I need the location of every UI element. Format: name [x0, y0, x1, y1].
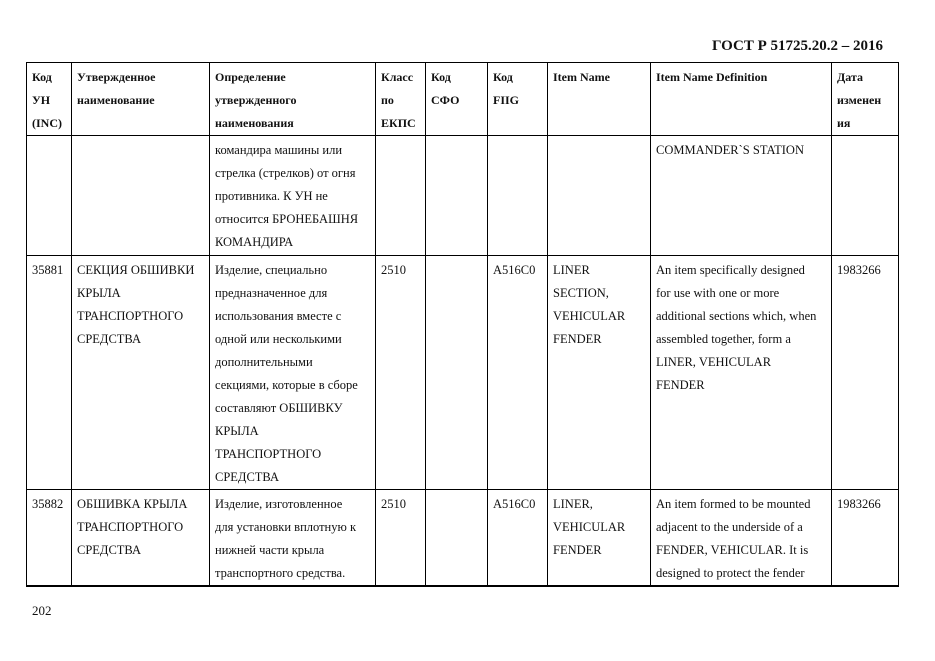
column-header-line: Код	[493, 70, 513, 84]
column-header-line: Утвержденное	[77, 70, 156, 84]
cell-change-date	[832, 136, 899, 256]
cell-line: командира машины или	[215, 143, 343, 157]
table-row	[27, 136, 899, 256]
cell-ekps-class	[376, 490, 426, 587]
cell-line: SECTION,	[553, 286, 609, 300]
column-header-approved-name	[72, 63, 210, 136]
column-header-sfo-code	[426, 63, 488, 136]
cell-line: Изделие, изготовленное	[215, 497, 343, 511]
cell-sfo-code	[426, 256, 488, 490]
cell-line: An item formed to be mounted	[656, 497, 811, 511]
cell-line: adjacent to the underside of a	[656, 520, 803, 534]
cell-ekps-class	[376, 136, 426, 256]
cell-line: СРЕДСТВА	[77, 332, 142, 346]
column-header-line: ия	[837, 116, 851, 130]
column-header-item-name-definition	[651, 63, 832, 136]
page-number: 202	[32, 603, 52, 618]
column-header-inc-code	[27, 63, 72, 136]
cell-line: КРЫЛА	[77, 286, 121, 300]
column-header-line: Item Name	[553, 70, 610, 84]
column-header-ekps-class	[376, 63, 426, 136]
cell-line: СРЕДСТВА	[77, 543, 142, 557]
cell-line: 35882	[32, 497, 64, 511]
cell-definition	[210, 136, 376, 256]
column-header-line: (INC)	[32, 116, 62, 130]
column-header-line: FIIG	[493, 93, 520, 107]
cell-line: противника. К УН не	[215, 189, 328, 203]
cell-change-date	[832, 256, 899, 490]
cell-approved-name	[72, 256, 210, 490]
cell-ekps-class	[376, 256, 426, 490]
cell-line: дополнительными	[215, 355, 313, 369]
cell-line: A516C0	[493, 263, 536, 277]
cell-line: Изделие, специально	[215, 263, 328, 277]
cell-line: предназначенное для	[215, 286, 328, 300]
cell-line: СЕКЦИЯ ОБШИВКИ	[77, 263, 195, 277]
table-body	[27, 136, 899, 587]
cell-item-name	[548, 490, 651, 587]
cell-inc-code	[27, 256, 72, 490]
cell-definition	[210, 490, 376, 587]
cell-sfo-code	[426, 136, 488, 256]
cell-inc-code	[27, 490, 72, 587]
cell-line: 35881	[32, 263, 64, 277]
cell-fiig-code	[488, 256, 548, 490]
cell-line: транспортного средства.	[215, 566, 346, 580]
column-header-definition	[210, 63, 376, 136]
document-header: ГОСТ Р 51725.20.2 – 2016	[712, 38, 884, 54]
cell-line: 2510	[381, 497, 406, 511]
column-header-line: Дата	[837, 70, 863, 84]
column-header-line: СФО	[431, 93, 460, 107]
cell-line: LINER, VEHICULAR	[656, 355, 772, 369]
cell-line: VEHICULAR	[553, 309, 626, 323]
cell-line: additional sections which, when	[656, 309, 817, 323]
cell-line: стрелка (стрелков) от огня	[215, 166, 356, 180]
cell-line: FENDER	[656, 378, 705, 392]
cell-line: 1983266	[837, 497, 881, 511]
cell-approved-name	[72, 136, 210, 256]
cell-line: ТРАНСПОРТНОГО	[215, 447, 322, 461]
cell-line: СРЕДСТВА	[215, 470, 280, 484]
column-header-line: УН	[32, 93, 51, 107]
cell-line: VEHICULAR	[553, 520, 626, 534]
column-header-line: Код	[32, 70, 52, 84]
cell-line: for use with one or more	[656, 286, 780, 300]
cell-line: LINER,	[553, 497, 593, 511]
cell-definition	[210, 256, 376, 490]
cell-item-name-definition	[651, 256, 832, 490]
cell-line: An item specifically designed	[656, 263, 805, 277]
cell-approved-name	[72, 490, 210, 587]
cell-line: относится БРОНЕБАШНЯ	[215, 212, 359, 226]
cell-item-name	[548, 256, 651, 490]
cell-change-date	[832, 490, 899, 587]
column-header-line: ЕКПС	[381, 116, 416, 130]
column-header-line: Код	[431, 70, 451, 84]
cell-line: ТРАНСПОРТНОГО	[77, 520, 184, 534]
cell-line: FENDER, VEHICULAR. It is	[656, 543, 809, 557]
column-header-change-date	[832, 63, 899, 136]
cell-line: для установки вплотную к	[215, 520, 357, 534]
cell-inc-code	[27, 136, 72, 256]
cell-line: A516C0	[493, 497, 536, 511]
cell-line: FENDER	[553, 543, 602, 557]
cell-item-name-definition	[651, 490, 832, 587]
cell-sfo-code	[426, 490, 488, 587]
cell-line: FENDER	[553, 332, 602, 346]
column-header-line: Item Name Definition	[656, 70, 768, 84]
specification-table	[26, 62, 899, 587]
cell-line: нижней части крыла	[215, 543, 325, 557]
column-header-line: Определение	[215, 70, 286, 84]
column-header-line: изменен	[837, 93, 882, 107]
cell-line: COMMANDER`S STATION	[656, 143, 804, 157]
cell-fiig-code	[488, 136, 548, 256]
cell-line: designed to protect the fender	[656, 566, 805, 580]
cell-line: КРЫЛА	[215, 424, 259, 438]
cell-fiig-code	[488, 490, 548, 587]
table-row	[27, 490, 899, 587]
cell-line: LINER	[553, 263, 590, 277]
column-header-line: по	[381, 93, 394, 107]
cell-line: 2510	[381, 263, 406, 277]
column-header-line: наименования	[215, 116, 294, 130]
cell-line: одной или несколькими	[215, 332, 342, 346]
column-header-line: Класс	[381, 70, 414, 84]
cell-line: КОМАНДИРА	[215, 235, 294, 249]
cell-line: секциями, которые в сборе	[215, 378, 358, 392]
cell-line: 1983266	[837, 263, 881, 277]
column-header-fiig-code	[488, 63, 548, 136]
column-header-line: утвержденного	[215, 93, 297, 107]
table-row	[27, 256, 899, 490]
table-header-row	[27, 63, 899, 136]
cell-line: использования вместе с	[215, 309, 342, 323]
cell-item-name	[548, 136, 651, 256]
column-header-line: наименование	[77, 93, 155, 107]
cell-line: ТРАНСПОРТНОГО	[77, 309, 184, 323]
cell-item-name-definition	[651, 136, 832, 256]
cell-line: ОБШИВКА КРЫЛА	[77, 497, 188, 511]
column-header-item-name	[548, 63, 651, 136]
cell-line: составляют ОБШИВКУ	[215, 401, 343, 415]
cell-line: assembled together, form a	[656, 332, 791, 346]
